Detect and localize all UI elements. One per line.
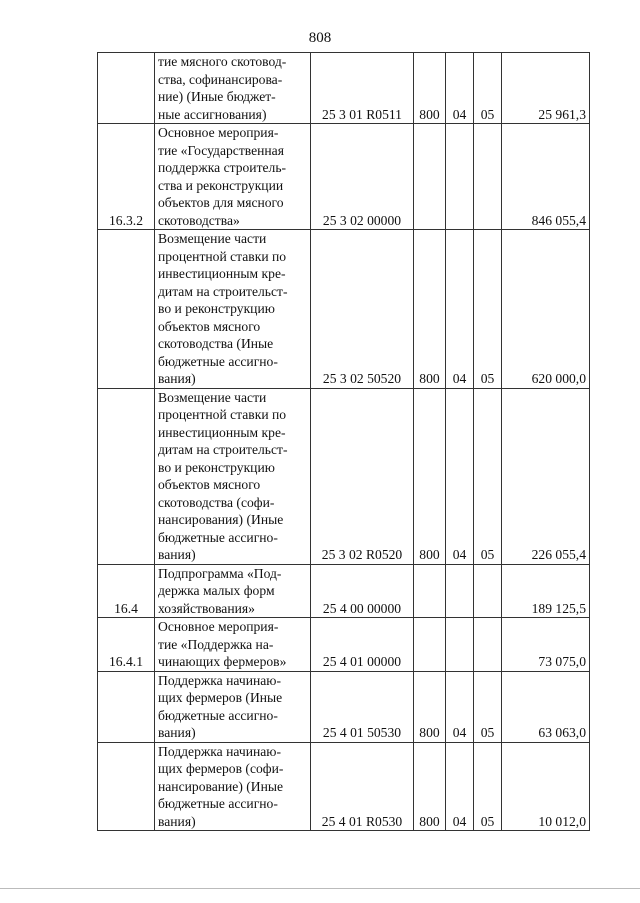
row-name-line: щих фермеров (софи- [158,761,284,776]
row-pr: 05 [474,230,502,389]
table-row [98,388,590,564]
table-row [98,671,590,742]
row-rz: 04 [446,53,474,124]
row-name-line: нансирование) (Иные [158,778,284,794]
row-rz [446,564,474,618]
row-name-line: тие «Поддержка на- [158,636,274,652]
row-name-line: объектов для мясного [158,195,284,210]
row-name-line: Возмещение части [158,231,267,246]
row-vr: 800 [414,742,446,831]
row-rz: 04 [446,388,474,564]
row-name-line: бюджетные ассигно- [158,529,278,545]
row-code: 25 3 02 00000 [311,124,414,230]
row-name [155,742,311,831]
row-name-line: тие мясного скотовод- [158,54,287,69]
row-name [155,671,311,742]
table-row [98,742,590,831]
table-row [98,124,590,230]
row-name-line: Основное мероприя- [158,125,279,140]
budget-table-body [98,53,590,831]
row-name-line: Основное мероприя- [158,619,279,634]
row-number [98,671,155,742]
row-pr: 05 [474,53,502,124]
row-name-line: инвестиционным кре- [158,266,286,281]
row-code: 25 4 01 00000 [311,618,414,672]
row-name-line: вания) [158,547,196,562]
row-name-line: во и реконструкцию [158,301,275,316]
budget-table [97,52,590,831]
row-name [155,53,311,124]
row-pr: 05 [474,742,502,831]
row-vr: 800 [414,53,446,124]
row-name [155,564,311,618]
row-number: 16.3.2 [98,124,155,230]
row-name-line: щих фермеров (Иные [158,690,283,705]
row-number [98,742,155,831]
row-name-line: бюджетные ассигно- [158,796,278,811]
row-sum: 25 961,3 [502,53,590,124]
row-name-line: бюджетные ассигно- [158,353,278,369]
row-name-line: объектов мясного [158,477,261,492]
row-name-line: дитам на строительст- [158,283,288,299]
row-name-line: поддержка строитель- [158,160,287,175]
row-name-line: Подпрограмма «Под- [158,565,282,581]
row-code: 25 3 01 R0511 [311,53,414,124]
row-code: 25 4 01 R0530 [311,742,414,831]
row-name-line: процентной ставки по [158,248,287,264]
row-name-line: чинающих фермеров» [158,654,287,669]
row-name-line: ние) (Иные бюджет- [158,89,276,104]
row-code: 25 4 01 50530 [311,671,414,742]
row-sum: 10 012,0 [502,742,590,831]
row-name [155,618,311,672]
row-pr [474,564,502,618]
row-pr [474,618,502,672]
row-sum: 189 125,5 [502,564,590,618]
row-code: 25 3 02 R0520 [311,388,414,564]
row-name-line: вания) [158,725,196,740]
row-number [98,388,155,564]
row-sum: 620 000,0 [502,230,590,389]
row-sum: 73 075,0 [502,618,590,672]
row-sum: 846 055,4 [502,124,590,230]
row-name-line: скотоводства» [158,212,240,228]
table-row [98,230,590,389]
bottom-divider [0,888,640,889]
row-vr [414,564,446,618]
row-name-line: скотоводства (Иные [158,336,274,351]
page-number: 808 [308,30,332,46]
row-number: 16.4.1 [98,618,155,672]
row-rz: 04 [446,671,474,742]
row-vr: 800 [414,671,446,742]
table-row [98,564,590,618]
row-name-line: бюджетные ассигно- [158,707,278,723]
row-rz [446,618,474,672]
row-name-line: вания) [158,813,196,829]
table-row [98,53,590,124]
row-pr: 05 [474,671,502,742]
row-sum: 63 063,0 [502,671,590,742]
row-pr: 05 [474,388,502,564]
row-name-line: ные ассигнования) [158,106,267,122]
row-name-line: держка малых форм [158,583,275,598]
row-pr [474,124,502,230]
table-row [98,618,590,672]
row-name [155,124,311,230]
row-name-line: инвестиционным кре- [158,424,286,440]
row-name-line: Поддержка начинаю- [158,672,281,688]
row-number [98,230,155,389]
row-name-line: во и реконструкцию [158,459,275,475]
row-name-line: процентной ставки по [158,407,287,422]
row-code: 25 3 02 50520 [311,230,414,389]
row-name [155,230,311,389]
row-name-line: ства и реконструкции [158,177,284,193]
row-name-line: тие «Государственная [158,142,284,158]
row-number [98,53,155,124]
row-name-line: ства, софинансирова- [158,71,283,87]
row-name-line: вания) [158,371,196,386]
row-name-line: хозяйствования» [158,600,255,616]
row-rz: 04 [446,742,474,831]
row-name-line: дитам на строительст- [158,442,288,457]
row-name-line: Возмещение части [158,389,267,405]
row-rz: 04 [446,230,474,389]
row-vr: 800 [414,230,446,389]
row-number: 16.4 [98,564,155,618]
row-rz [446,124,474,230]
row-name-line: объектов мясного [158,318,261,334]
row-name [155,388,311,564]
row-sum: 226 055,4 [502,388,590,564]
row-code: 25 4 00 00000 [311,564,414,618]
row-vr [414,124,446,230]
row-vr: 800 [414,388,446,564]
row-name-line: Поддержка начинаю- [158,743,281,759]
row-vr [414,618,446,672]
row-name-line: нансирования) (Иные [158,512,284,527]
row-name-line: скотоводства (софи- [158,494,275,510]
